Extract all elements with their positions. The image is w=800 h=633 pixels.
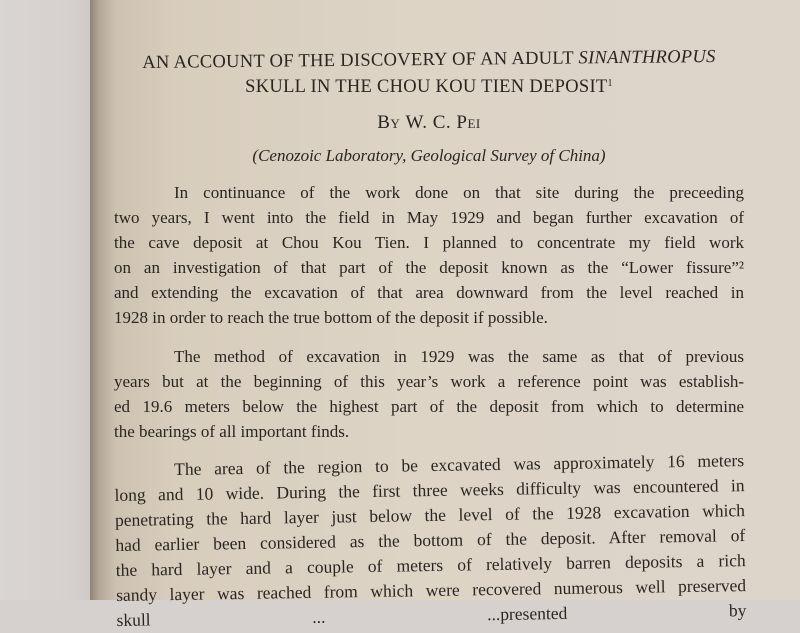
text-line: years but at the beginning of this year’s work a reference point was establish- xyxy=(114,372,744,391)
text-line: the hard layer and a couple of meters of relatively barren deposits a rich xyxy=(115,550,746,580)
text-line: The area of the region to be excavated was approximately 16 meters xyxy=(174,450,745,480)
byline xyxy=(114,112,744,134)
text-line: long and 10 wide. During the first three weeks difficulty was encountered in xyxy=(114,475,745,505)
text-line: penetrating the hard layer just below the level of the 1928 excavation which xyxy=(114,500,746,530)
article-title xyxy=(114,48,744,99)
text-line: the bearings of all important finds. xyxy=(114,422,350,441)
title-genus-italic: SINANTHROPUS xyxy=(578,46,716,69)
text-line: 1928 in order to reach the true bottom of the deposit if possible. xyxy=(114,308,548,327)
title-line-1 xyxy=(114,45,744,76)
page-content xyxy=(114,46,747,633)
left-page-margin xyxy=(0,0,96,600)
title-line-2-text: SKULL IN THE CHOU KOU TIEN DEPOSIT xyxy=(245,77,608,97)
author-affiliation: (Cenozoic Laboratory, Geological Survey of China) xyxy=(252,146,606,165)
title-line-2 xyxy=(114,72,744,99)
text-line: had earlier been considered as the bottom of the deposit. After removal of xyxy=(115,525,746,555)
paragraph-3 xyxy=(114,448,747,633)
book-gutter-shadow xyxy=(90,0,116,600)
byline-prefix: By xyxy=(377,112,401,133)
text-line: ed 19.6 meters below the highest part of the deposit from which to determine xyxy=(114,397,744,416)
title-line-1-text: AN ACCOUNT OF THE DISCOVERY OF AN ADULT xyxy=(142,48,579,74)
footnote-mark: 1 xyxy=(607,78,613,89)
text-line: and extending the excavation of that area downward from the level reached in xyxy=(114,283,744,302)
text-line: sandy layer was reached from which were recovered numerous well preserved xyxy=(115,575,747,605)
text-line: In continuance of the work done on that site during the preceeding xyxy=(174,183,744,202)
text-line: two years, I went into the field in May 1929 and began further excavation of xyxy=(114,208,744,227)
text-line: the cave deposit at Chou Kou Tien. I planned to concentrate my field work xyxy=(114,233,744,252)
paragraph-1 xyxy=(114,180,744,330)
text-line: on an investigation of that part of the deposit known as the “Lower fissure”² xyxy=(114,258,744,277)
byline-author: W. C. Pei xyxy=(405,112,481,133)
text-line-cut-off: skull ... ...presented by xyxy=(116,600,747,630)
paragraph-2 xyxy=(114,344,744,444)
text-line: The method of excavation in 1929 was the same as that of previous xyxy=(174,347,744,366)
